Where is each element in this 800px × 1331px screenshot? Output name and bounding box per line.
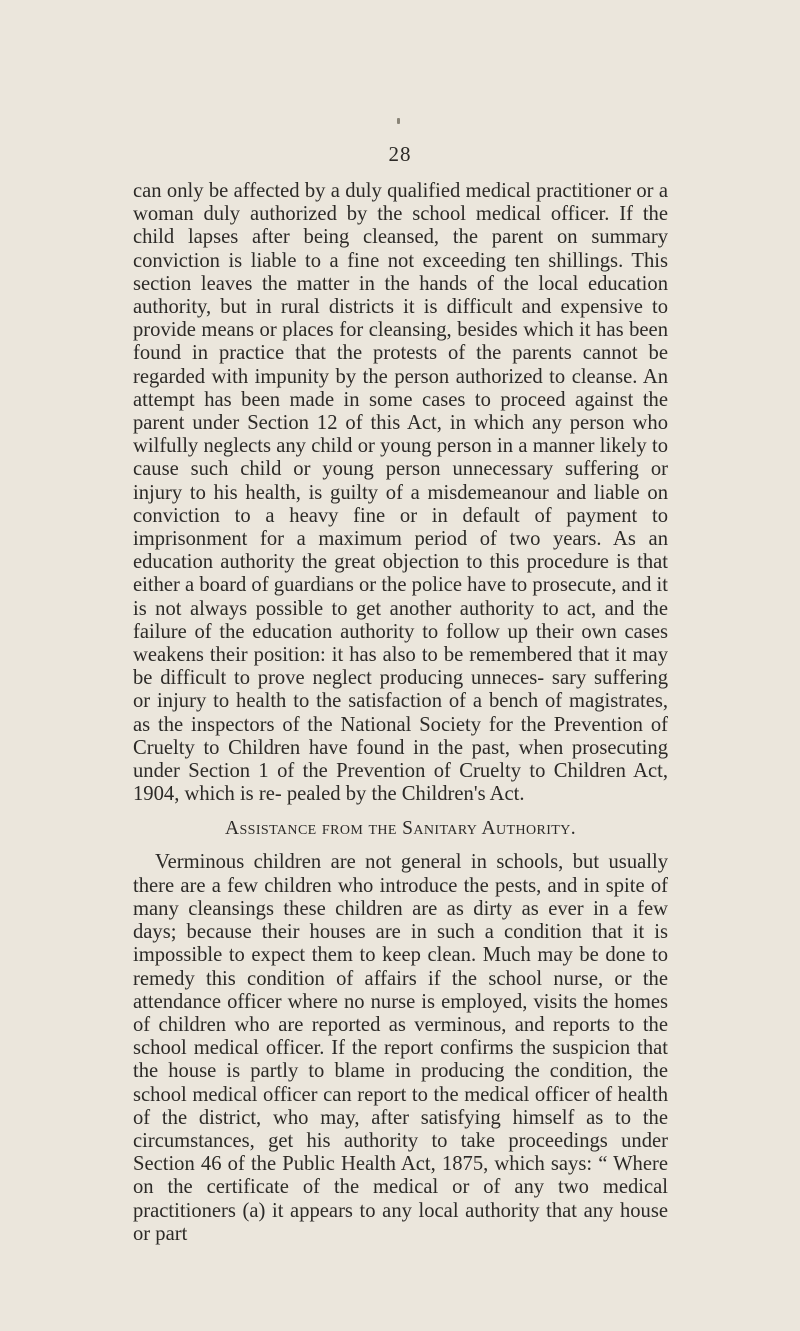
page-number: 28: [388, 142, 412, 166]
paragraph-2: Verminous children are not general in schools, but usually there are a few children who introduce the pests, and in spite of many cleansings these children are as dirty as ever in a few days; because their houses are in such a condition that it is impossible to expect them to keep clean. Much may be done to remedy this condition of affairs if the school nurse, or the attendance officer where no nurse is employed, visits the homes of children who are reported as verminous, and reports to the school medical officer. If the report confirms the suspicion that the house is partly to blame in producing the condition, the school medical officer can report to the medical officer of health of the district, who may, after satisfying himself as to the circumstances, get his authority to take proceedings under Section 46 of the Public Health Act, 1875, which says: “ Where on the certificate of the medical or of any two medical practitioners (a) it appears to any local authority that any house or part: [133, 851, 668, 1245]
ink-speck: [397, 118, 400, 124]
body-text: [133, 180, 668, 1246]
section-heading: Assistance from the Sanitary Authority.: [224, 818, 576, 840]
paragraph-1: can only be affected by a duly qualified medical practitioner or a woman duly authorized by the school medical officer. If the child lapses after being cleansed, the parent on summary conviction is liable to a fine not exceeding ten shillings. This section leaves the matter in the hands of the local education authority, but in rural districts it is difficult and expensive to provide means or places for cleansing, besides which it has been found in practice that the protests of the parents cannot be regarded with impunity by the person authorized to cleanse. An attempt has been made in some cases to proceed against the parent under Section 12 of this Act, in which any person who wilfully neglects any child or young person in a manner likely to cause such child or young person unnecessary suffering or injury to his health, is guilty of a misdemeanour and liable on conviction to a heavy fine or in default of payment to imprisonment for a maximum period of two years. As an education authority the great objection to this procedure is that either a board of guardians or the police have to prosecute, and it is not always possible to get another authority to act, and the failure of the education authority to follow up their own cases weakens their position: it has also to be remembered that it may be difficult to prove neglect producing unneces- sary suffering or injury to health to the satisfaction of a bench of magistrates, as the inspectors of the National Society for the Prevention of Cruelty to Children have found in the past, when prosecuting under Section 1 of the Prevention of Cruelty to Children Act, 1904, which is re- pealed by the Children's Act.: [133, 180, 668, 806]
